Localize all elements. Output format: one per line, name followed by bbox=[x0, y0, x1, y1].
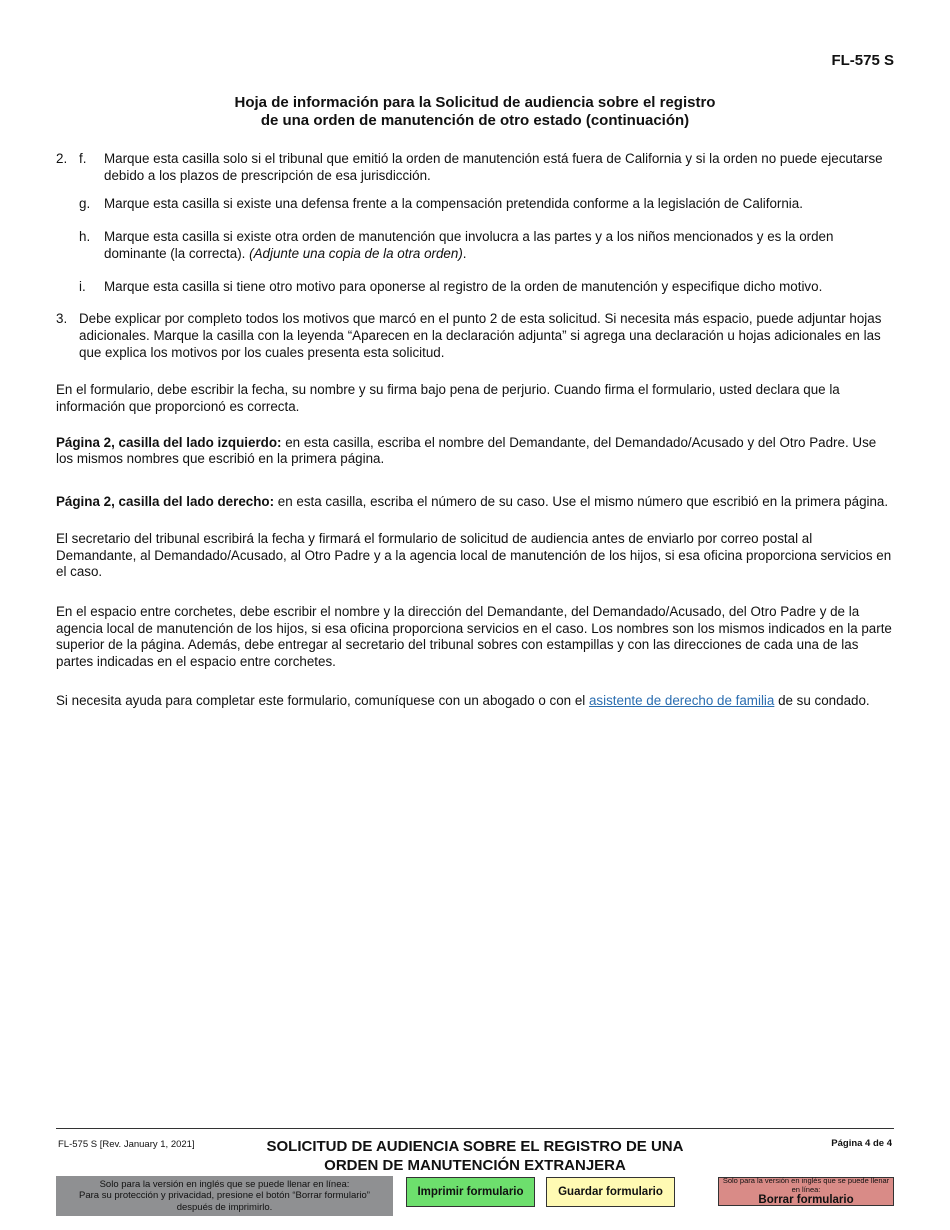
title-line-2: de una orden de manutención de otro estado (continuación) bbox=[260, 112, 690, 129]
help-text-after: de su condado. bbox=[774, 692, 870, 708]
footer-divider bbox=[56, 1128, 894, 1129]
item-2h bbox=[56, 229, 894, 262]
clear-form-note: Solo para la versión en inglés que se puede llenar en línea: bbox=[722, 1176, 890, 1194]
item-letter: i. bbox=[79, 278, 86, 294]
item-number: 3. bbox=[56, 311, 68, 327]
item-2i bbox=[56, 279, 894, 296]
item-letter: g. bbox=[79, 196, 91, 212]
privacy-line-1: Solo para la versión en inglés que se puede llenar en línea: bbox=[99, 1178, 350, 1190]
item-letter: h. bbox=[79, 229, 91, 245]
item-letter: f. bbox=[79, 151, 87, 166]
form-id: FL-575 S bbox=[831, 52, 894, 69]
help-text-before: Si necesita ayuda para completar este formulario, comuníquese con un abogado o con el bbox=[56, 692, 589, 708]
instructions-body bbox=[56, 151, 894, 709]
item-text: Marque esta casilla si tiene otro motivo para oponerse al registro de la orden de manutención y especifique dicho motivo. bbox=[104, 278, 823, 294]
right-box-paragraph bbox=[56, 494, 894, 511]
clerk-paragraph: El secretario del tribunal escribirá la fecha y firmará el formulario de solicitud de audiencia antes de enviarlo por correo postal al Demandante, al Demandado/Acusado, al Otro Padre y a la agencia local de manutención de los hijos, si esa oficina proporciona servicios en el caso. bbox=[56, 530, 892, 580]
perjury-paragraph: En el formulario, debe escribir la fecha, su nombre y su firma bajo pena de perjurio. Cuando firma el formulario, usted declara que la información que proporcionó es correcta. bbox=[56, 382, 840, 415]
brackets-paragraph: En el espacio entre corchetes, debe escribir el nombre y la dirección del Demandante, del Demandado/Acusado, del Otro Padre y de la agencia local de manutención de los hijos, si esa oficina proporciona servicios en el caso. Los nombres son los mismos indicados en la parte superior de la página. Además, debe entregar al secretario del tribunal sobres con estampillas y con las direcciones de cada una de las partes indicadas en el espacio entre corchetes. bbox=[56, 603, 892, 670]
left-box-paragraph bbox=[56, 435, 894, 468]
privacy-line-2: Para su protección y privacidad, presione el botón “Borrar formulario” bbox=[79, 1190, 370, 1202]
left-box-heading: Página 2, casilla del lado izquierdo: bbox=[56, 434, 282, 450]
page-number: Página 4 de 4 bbox=[831, 1138, 892, 1149]
family-law-facilitator-link[interactable]: asistente de derecho de familia bbox=[588, 692, 775, 708]
clear-form-label: Borrar formulario bbox=[758, 1194, 854, 1206]
right-box-heading: Página 2, casilla del lado derecho: bbox=[56, 494, 275, 510]
item-text: Debe explicar por completo todos los motivos que marcó en el punto 2 de esta solicitud. Si necesita más espacio, puede adjuntar hojas adicionales. Marque la casilla con la leyenda “Aparecen en la declaración adjunta” si agrega una declaración u hojas adicionales en las que explica los motivos por los cuales presenta esta solicitud. bbox=[79, 311, 882, 360]
item-text bbox=[104, 229, 894, 262]
clear-form-button[interactable] bbox=[718, 1177, 894, 1206]
item-text-italic: (Adjunte una copia de la otra orden) bbox=[249, 245, 463, 261]
footer-title-line-1: SOLICITUD DE AUDIENCIA SOBRE EL REGISTRO DE UNA bbox=[266, 1138, 684, 1155]
item-2f bbox=[56, 151, 894, 184]
left-box-text: en esta casilla, escriba el nombre del Demandante, del Demandado/Acusado y del Otro Padre. Use los mismos nombres que escribió en la primera página. bbox=[56, 434, 877, 467]
save-form-button[interactable]: Guardar formulario bbox=[546, 1177, 675, 1207]
print-form-button[interactable]: Imprimir formulario bbox=[406, 1177, 535, 1207]
item-text-end: . bbox=[462, 245, 467, 261]
privacy-notice bbox=[56, 1176, 393, 1216]
help-paragraph bbox=[56, 693, 894, 710]
right-box-text: en esta casilla, escriba el número de su caso. Use el mismo número que escribió en la primera página. bbox=[274, 494, 889, 510]
footer-title bbox=[0, 1137, 950, 1175]
item-text: Marque esta casilla si existe una defensa frente a la compensación pretendida conforme a la legislación de California. bbox=[104, 196, 803, 212]
item-3 bbox=[56, 311, 894, 361]
form-revision: FL-575 S [Rev. January 1, 2021] bbox=[58, 1139, 195, 1150]
item-number: 2. bbox=[56, 151, 68, 166]
item-2g bbox=[56, 196, 894, 213]
page-title bbox=[0, 94, 950, 130]
footer-title-line-2: ORDEN DE MANUTENCIÓN EXTRANJERA bbox=[324, 1157, 626, 1174]
item-text: Marque esta casilla solo si el tribunal que emitió la orden de manutención está fuera de California y si la orden no puede ejecutarse debido a los plazos de prescripción de esa jurisdicción. bbox=[104, 151, 883, 183]
title-line-1: Hoja de información para la Solicitud de audiencia sobre el registro bbox=[234, 94, 716, 111]
privacy-line-3: después de imprimirlo. bbox=[176, 1201, 273, 1213]
item-text-main: Marque esta casilla si existe otra orden de manutención que involucra a las partes y a los niños mencionados y es la orden dominante (la correcta). bbox=[104, 229, 834, 261]
